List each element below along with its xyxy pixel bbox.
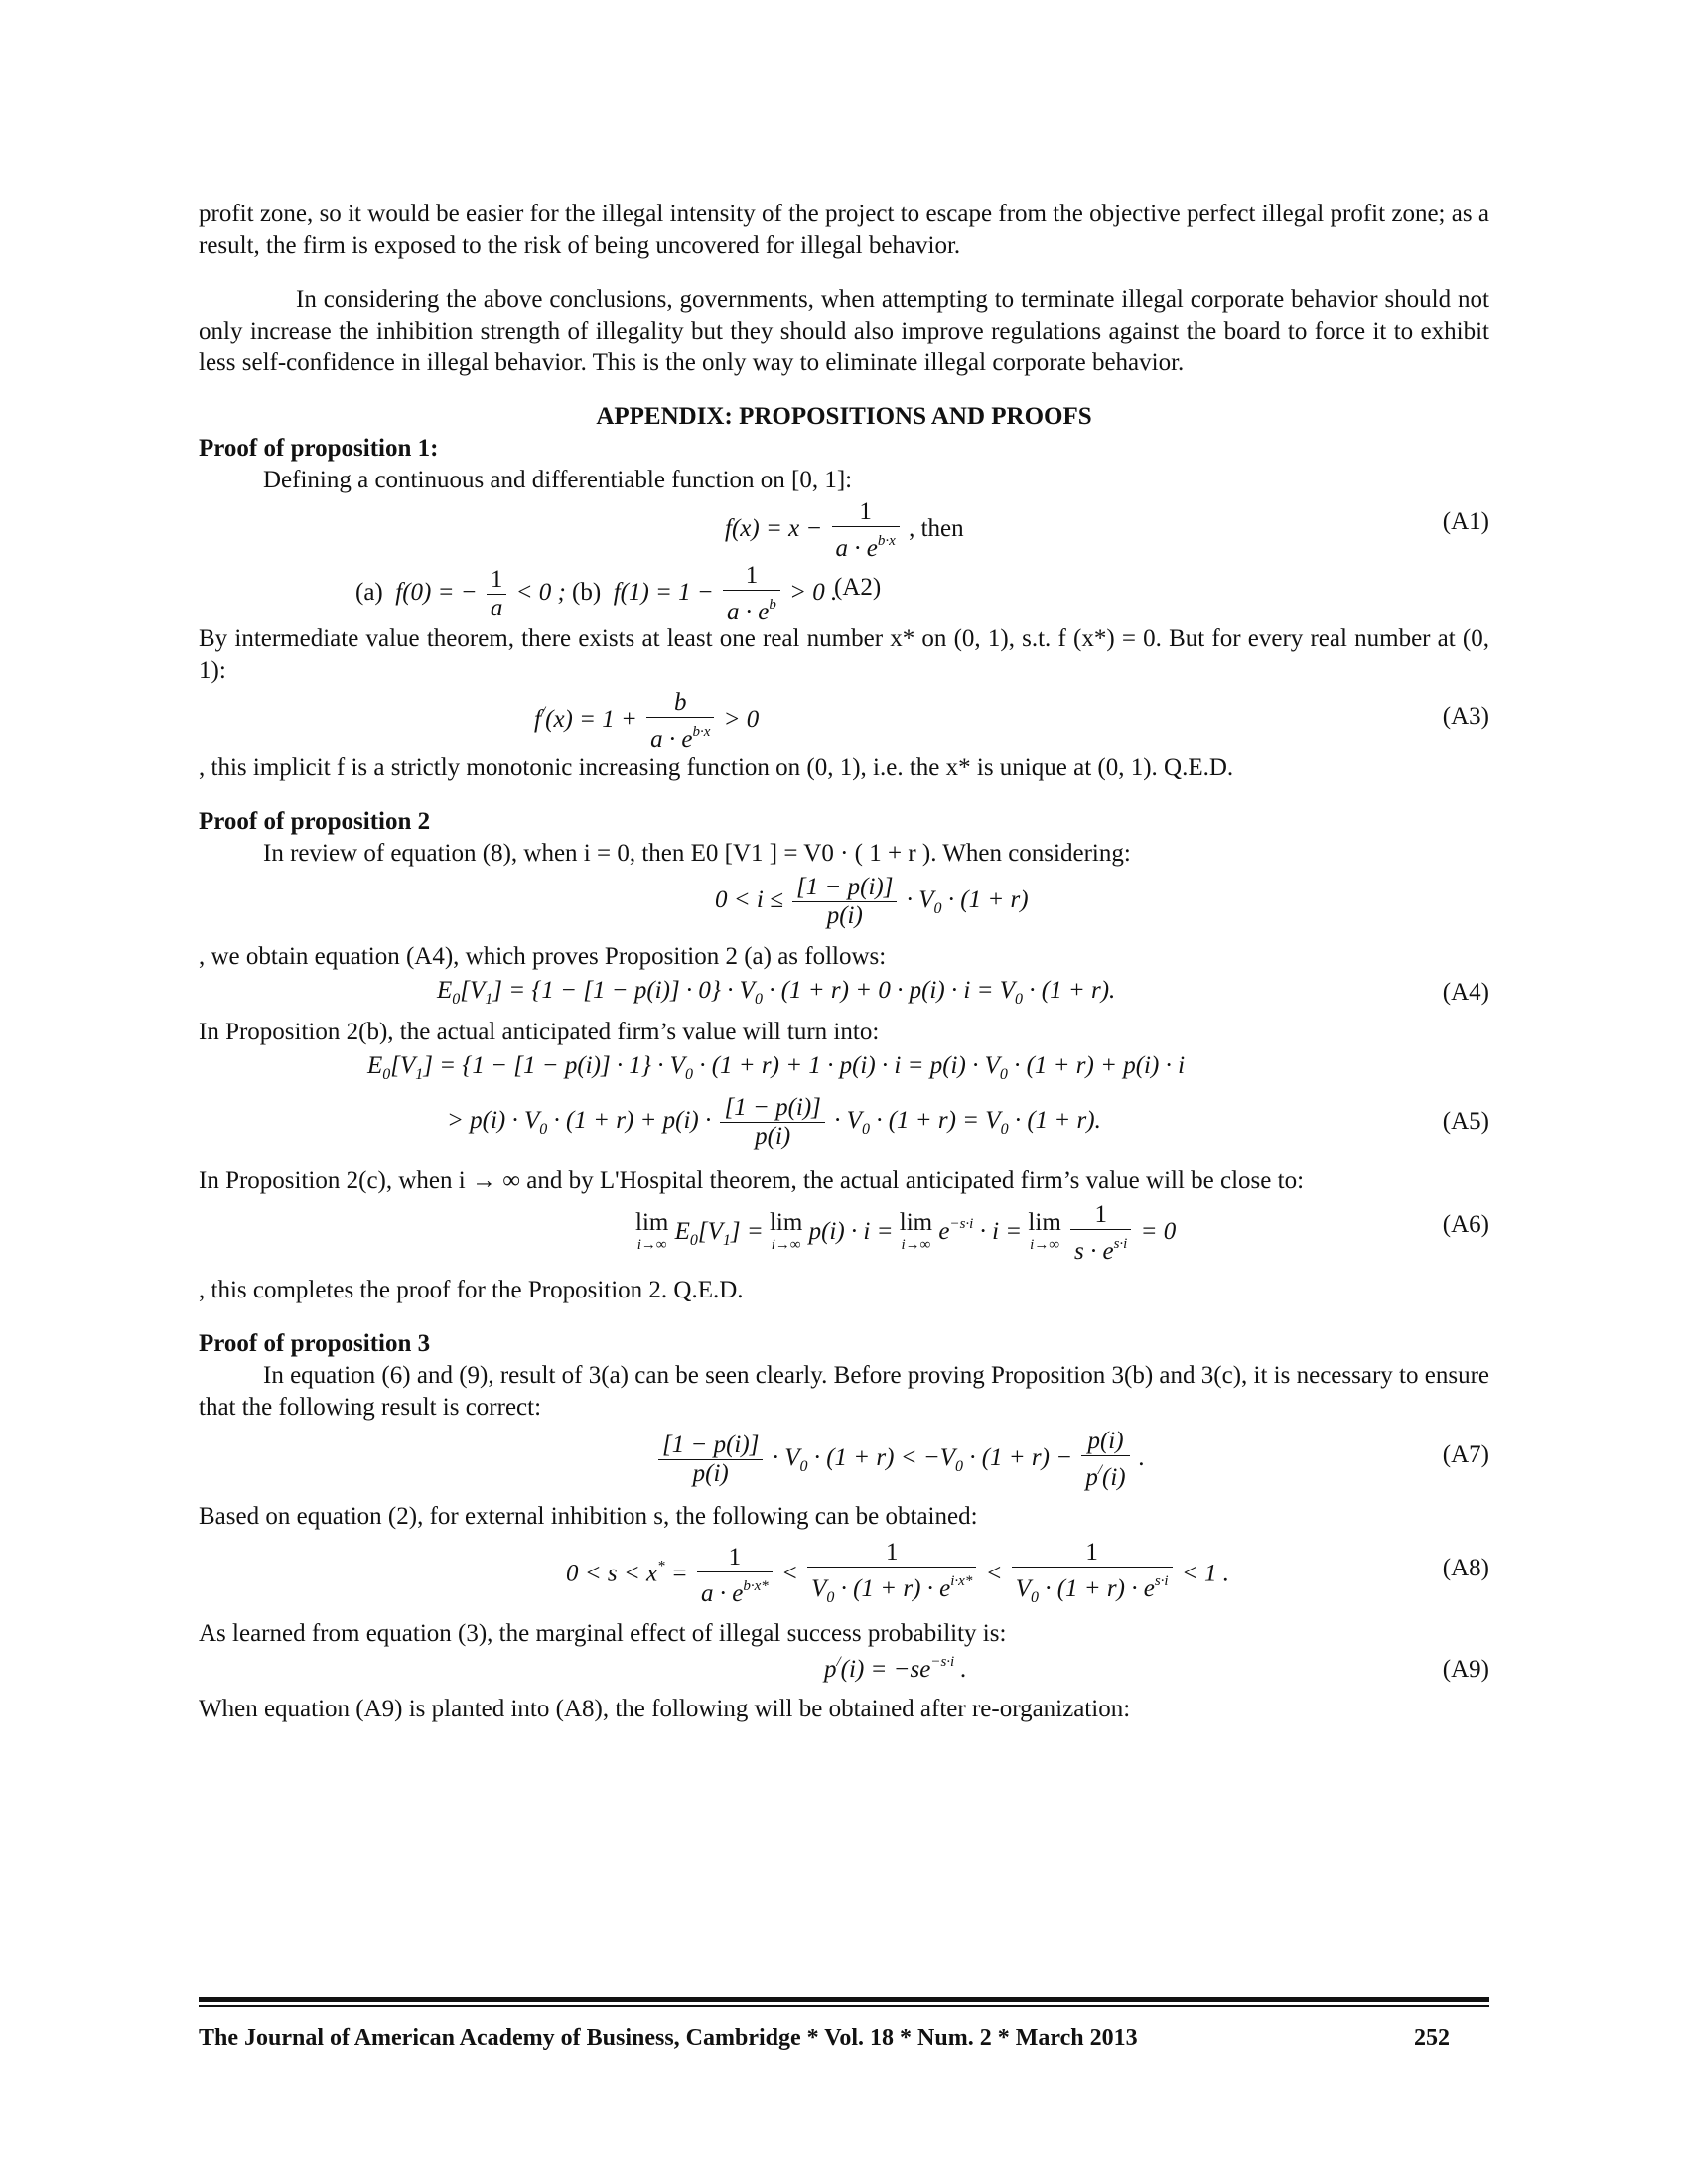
equation-a5-line2: > $p(i) \cdot V_0 \cdot (1 + r) + p(i)$ · $\frac{[1 - p(i)]}{p(i)}$ · $V_0 \cdot (1 + r) = V_0 \cdot (1 + r)$. (A5) [447, 1094, 1489, 1150]
paragraph-1: profit zone, so it would be easier for the illegal intensity of the project to escape from the objective perfect illegal profit zone; as a result, the firm is exposed to the risk of being uncovered for illegal behavior. [199, 201, 1489, 259]
equation-a2: (a) f(0) = − $\frac{1}{a}$ < 0 ; (b) f(1) = 1 − $\frac{1}{a \cdot e^b}$ > 0 . (A2) [355, 562, 882, 625]
proof-2-heading: Proof of proposition 2 [199, 808, 431, 835]
label-a2: (A2) [834, 574, 882, 601]
proof-2-a4-text: , we obtain equation (A4), which proves Proposition 2 (a) as follows: [199, 943, 887, 970]
equation-condition: 0 < i ≤ $\frac{[1 - p(i)]}{p(i)}$ · $V_0 \cdot (1 + r)$ [715, 874, 1029, 929]
label-a5: (A5) [1442, 1108, 1489, 1135]
proof-3-marg-text: As learned from equation (3), the marginal effect of illegal success probability is: [199, 1620, 1007, 1647]
equation-a5-line1: $E_0[V_1] = \{1 - [1 - p(i)] \cdot 1\} \cdot V_0 \cdot (1 + r) + 1 \cdot p(i) \cdot i = p(i) \cdot V_0 \cdot (1 + r) + p(i) \cdot i$ [367, 1052, 1186, 1083]
proof-3-heading: Proof of proposition 3 [199, 1330, 431, 1357]
proof-1-conclusion: , this implicit f is a strictly monotonic increasing function on (0, 1), i.e. the x* is unique at (0, 1). Q.E.D. [199, 754, 1234, 781]
paragraph-2: In considering the above conclusions, governments, when attempting to terminate illegal corporate behavior should not only increase the inhibition strength of illegality but they should also improve regulations against the board to force it to exhibit less self-confidence in illegal behavior. This is the only way to eliminate illegal corporate behavior. [199, 286, 1489, 376]
footer-journal: The Journal of American Academy of Business, Cambridge * Vol. 18 * Num. 2 * March 2013 [199, 2025, 1138, 2051]
proof-3-intro: In equation (6) and (9), result of 3(a) can be seen clearly. Before proving Proposition 3(b) and 3(c), it is necessary to ensure that the following result is correct: [199, 1362, 1489, 1421]
appendix-title: APPENDIX: PROPOSITIONS AND PROOFS [596, 403, 1092, 430]
then-text: , then [909, 515, 964, 543]
label-a1: (A1) [1442, 508, 1489, 535]
proof-1-ivt: By intermediate value theorem, there exists at least one real number x* on (0, 1), s.t. f (x*) = 0. But for every real number at (0, 1): [199, 625, 1489, 684]
proof-1-heading: Proof of proposition 1: [199, 435, 439, 462]
equation-a8: 0 < s < x* = $\frac{1}{a \cdot e^{b\cdot x*}}$ < $\frac{1}{V_0 \cdot (1 + r) \cdot e^{i\cdot x*}}$ < $\frac{1}{V_0 \cdot (1 + r) \cdot e^{s\cdot i}}$ < 1 . (A8) [566, 1539, 1489, 1607]
equation-a9: $p^/(i) = -se^{-s\cdot i}$ . (A9) [824, 1654, 1489, 1683]
footer-rule-thin [199, 2005, 1489, 2007]
label-a7: (A7) [1442, 1441, 1489, 1468]
footer-rule [199, 1997, 1489, 2002]
equation-a1: f(x) = x − $\frac{1}{a \cdot e^{b\cdot x}}$ , then (A1) [725, 498, 1489, 562]
proof-2-b-text: In Proposition 2(b), the actual anticipated firm’s value will turn into: [199, 1019, 880, 1045]
equation-a4: $E_0[V_1] = \{1 - [1 - p(i)] \cdot 0\} \cdot V_0 \cdot (1 + r) + 0 \cdot p(i) \cdot i = V_0 \cdot (1 + r)$. (A4) [437, 977, 1489, 1008]
page-number: 252 [1414, 2025, 1450, 2051]
label-a6: (A6) [1442, 1211, 1489, 1238]
label-a4: (A4) [1442, 979, 1489, 1006]
equation-a3: f/(x) = 1 + $\frac{b}{a \cdot e^{b\cdot x}}$ > 0 (A3) [534, 689, 1489, 752]
label-a8: (A8) [1442, 1555, 1489, 1581]
page-body [199, 199, 1489, 1725]
proof-2-conclusion: , this completes the proof for the Proposition 2. Q.E.D. [199, 1277, 744, 1303]
label-a9: (A9) [1442, 1656, 1489, 1683]
proof-2-intro: In review of equation (8), when i = 0, then E0 [V1 ] = V0 · ( 1 + r ). When considering: [263, 840, 1131, 867]
equation-a6: lim i→∞ $E_0[V_1] = \lim$ i→∞ p(i) · i = lim i→∞ $e^{-s\cdot i} \cdot i = \lim$ i→∞ $\frac{1}{s \cdot e^{s\cdot i}}$ = 0 (A6) [635, 1201, 1489, 1265]
proof-1-intro: Defining a continuous and differentiable function on [0, 1]: [263, 467, 853, 493]
proof-3-final-text: When equation (A9) is planted into (A8), the following will be obtained after re-organization: [199, 1696, 1131, 1722]
label-a3: (A3) [1442, 703, 1489, 730]
equation-a7: $\frac{[1 - p(i)]}{p(i)}$ · $V_0 \cdot (1 + r) < -V_0 \cdot (1 + r)$ − $\frac{p(i)}{p^/(i)}$ . (A7) [199, 1424, 1489, 1501]
proof-3-s-text: Based on equation (2), for external inhibition s, the following can be obtained: [199, 1503, 978, 1530]
proof-2-c-text: In Proposition 2(c), when i → ∞ and by L'Hospital theorem, the actual anticipated firm’s value will be close to: [199, 1167, 1305, 1194]
